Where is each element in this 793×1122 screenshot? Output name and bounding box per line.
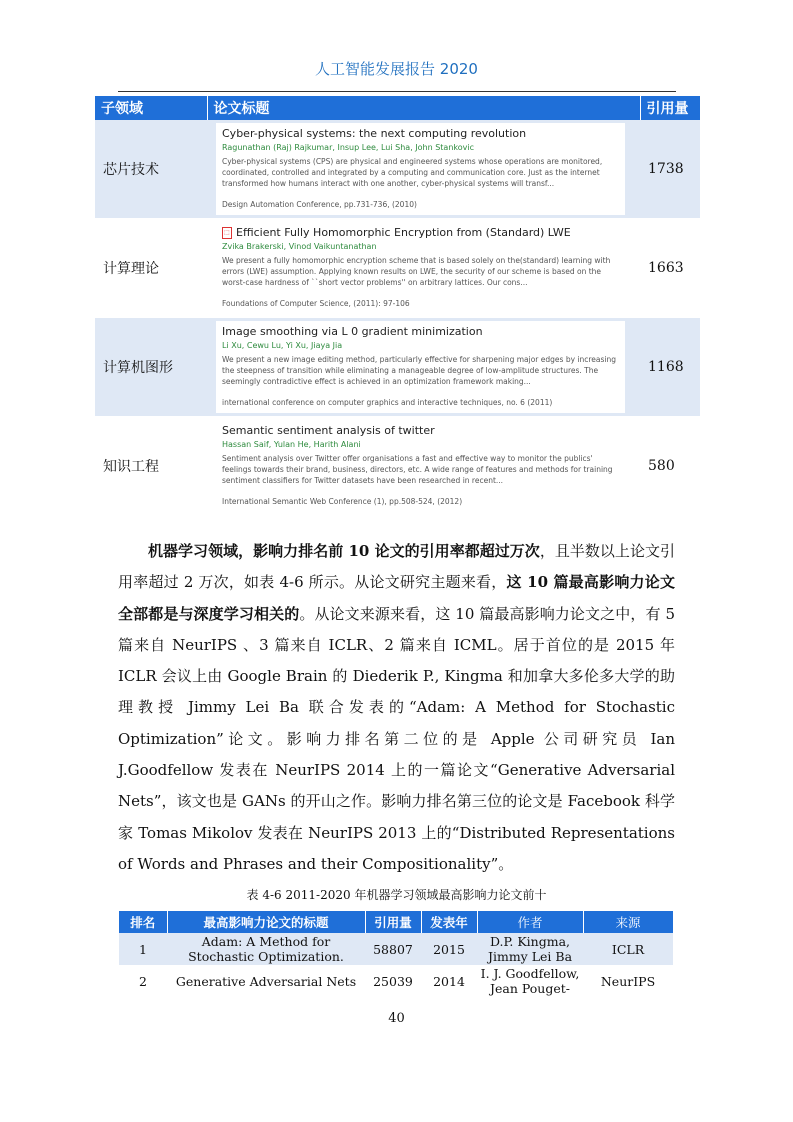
paragraph-text: 。从论文来源来看，这 10 篇最高影响力论文之中，有 5 篇来自 NeurIPS 、3 篇来自 ICLR、2 篇来自 ICML。居于首位的是 2015 年 ICLR 会议上由 Google Brain 的 Diederik P., Kingma 和加拿大多伦多大学的助理教授 Jimmy Lei Ba 联合发表的“Adam: A Method for Stochastic Optimization”论文。影响力排名第二位的是 Apple 公司研究员 Ian J.Goodfellow 发表在 NeurIPS 2014 上的一篇论文“Generative Adversarial Nets”，该文也是 GANs 的开山之作。影响力排名第三位的论文是 Facebook 科学家 Tomas Mikolov 发表在 NeurIPS 2013 上的“Distributed Representations of Words and Phrases and their Compositionality”。	[118, 604, 675, 873]
paper-venue: International Semantic Web Conference (1), pp.508-524, (2012)	[222, 497, 463, 506]
ml-top-papers-table	[119, 911, 674, 997]
paper-abstract: Sentiment analysis over Twitter offer organisations a fast and effective way to monitor the publics' feelings towards their brand, business, directors, etc. A wide range of features and methods for training sentiment classifiers for Twitter datasets have been researched in recent...	[222, 454, 613, 485]
header-author: 作者	[477, 911, 583, 933]
paper-cell	[207, 219, 640, 318]
title-cell: Generative Adversarial Nets	[167, 965, 365, 997]
paper-title[interactable]: Cyber-physical systems: the next computing revolution	[222, 127, 527, 140]
paper-abstract: We present a fully homomorphic encryption scheme that is based solely on the(standard) learning with errors (LWE) assumption. Applying known results on LWE, the security of our scheme is based on the worst-case hardness of ``short vector problems'' on arbitrary lattices. Our cons...	[222, 256, 611, 287]
cites-cell: 25039	[365, 965, 421, 997]
source-cell: NeurIPS	[583, 965, 673, 997]
table-row	[95, 318, 700, 417]
header-paper: 论文标题	[207, 96, 640, 120]
author-cell: I. J. Goodfellow, Jean Pouget-	[477, 965, 583, 997]
pdf-icon[interactable]: ⬚	[222, 227, 232, 239]
table-row	[119, 933, 673, 965]
paper-venue: Design Automation Conference, pp.731-736, (2010)	[222, 200, 417, 209]
table-row	[95, 417, 700, 516]
emphasis-text: 这 10 篇最高影响力论文全部都是与深度学习相关的	[118, 573, 675, 623]
paper-card	[216, 420, 625, 512]
cites-cell: 58807	[365, 933, 421, 965]
paper-card	[216, 321, 625, 413]
table-row	[95, 219, 700, 318]
cite-count: 1663	[640, 219, 700, 318]
title-cell: Adam: A Method for Stochastic Optimization.	[167, 933, 365, 965]
paper-cell	[207, 120, 640, 219]
subfield-table	[95, 96, 701, 516]
header-rank: 排名	[119, 911, 167, 933]
paragraph-text: ，且半数以上论文引用率超过 2 万次，如表 4-6 所示。从论文研究主题来看，	[118, 542, 675, 592]
paper-cell	[207, 417, 640, 516]
year-cell: 2014	[421, 965, 477, 997]
header-year: 发表年	[421, 911, 477, 933]
emphasis-text: 机器学习领域，影响力排名前 10 论文的引用率都超过万次	[148, 542, 540, 560]
header-cites: 引用量	[640, 96, 700, 120]
header-cites: 引用量	[365, 911, 421, 933]
paper-authors[interactable]: Zvika Brakerski, Vinod Vaikuntanathan	[222, 242, 377, 251]
page-number: 40	[388, 1011, 405, 1026]
paper-title[interactable]: Semantic sentiment analysis of twitter	[222, 424, 435, 437]
header-title: 最高影响力论文的标题	[167, 911, 365, 933]
header-field: 子领域	[95, 96, 207, 120]
table-row	[119, 965, 673, 997]
paper-card	[216, 123, 625, 215]
year-cell: 2015	[421, 933, 477, 965]
paper-venue: Foundations of Computer Science, (2011): 97-106	[222, 299, 410, 308]
source-cell: ICLR	[583, 933, 673, 965]
paper-abstract: Cyber-physical systems (CPS) are physical and engineered systems whose operations are monitored, coordinated, controlled and integrated by a computing and communication core. Just as the internet transformed how humans interact with one another, cyber-physical systems will transf...	[222, 157, 603, 188]
author-cell: D.P. Kingma, Jimmy Lei Ba	[477, 933, 583, 965]
cite-count: 580	[640, 417, 700, 516]
body-text	[118, 536, 675, 880]
subfield-name: 芯片技术	[95, 120, 207, 219]
cite-count: 1738	[640, 120, 700, 219]
header-rule	[118, 91, 676, 92]
rank-cell: 2	[119, 965, 167, 997]
paper-title[interactable]: Image smoothing via L 0 gradient minimization	[222, 325, 483, 338]
table-row	[95, 120, 700, 219]
paper-abstract: We present a new image editing method, particularly effective for sharpening major edges by increasing the steepness of transition while eliminating a manageable degree of low-amplitude structures. The seemingly contradictive effect is achieved in an optimization framework making...	[222, 355, 616, 386]
body-paragraph	[118, 536, 675, 880]
subfield-name: 计算理论	[95, 219, 207, 318]
paper-cell	[207, 318, 640, 417]
paper-card	[216, 222, 625, 314]
subfield-name: 计算机图形	[95, 318, 207, 417]
cite-count: 1168	[640, 318, 700, 417]
paper-title-row[interactable]	[222, 226, 619, 239]
paper-title[interactable]: Efficient Fully Homomorphic Encryption from (Standard) LWE	[236, 226, 571, 239]
paper-authors[interactable]: Ragunathan (Raj) Rajkumar, Insup Lee, Lui Sha, John Stankovic	[222, 143, 475, 152]
running-header: 人工智能发展报告 2020	[315, 60, 478, 78]
rank-cell: 1	[119, 933, 167, 965]
paper-venue: international conference on computer graphics and interactive techniques, no. 6 (2011)	[222, 398, 553, 407]
subfield-name: 知识工程	[95, 417, 207, 516]
header-source: 来源	[583, 911, 673, 933]
subfield-table-header	[95, 96, 700, 120]
paper-authors[interactable]: Li Xu, Cewu Lu, Yi Xu, Jiaya Jia	[222, 341, 343, 350]
ml-table-header	[119, 911, 673, 933]
paper-authors[interactable]: Hassan Saif, Yulan He, Harith Alani	[222, 440, 361, 449]
table-caption: 表 4-6 2011-2020 年机器学习领域最高影响力论文前十	[246, 888, 547, 902]
